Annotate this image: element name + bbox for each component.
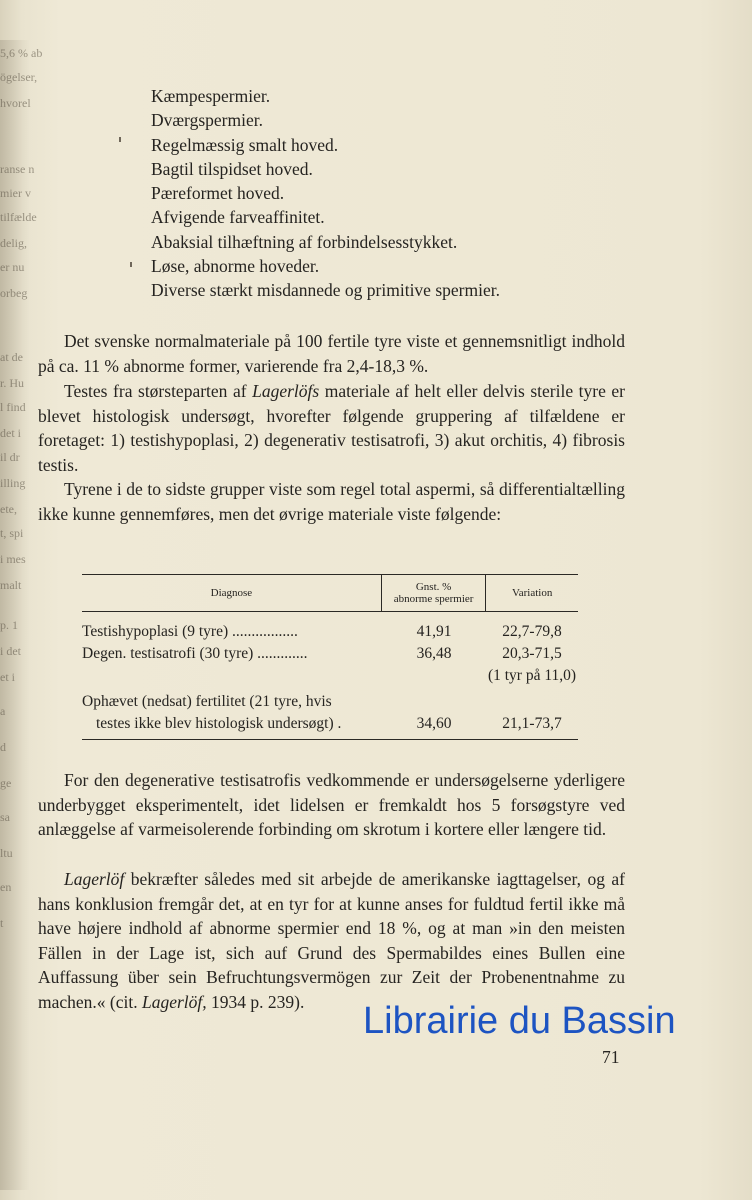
text-span: 1934 p. 239). <box>206 991 305 1012</box>
bleed-text: d <box>0 740 6 754</box>
list-item: Diverse stærkt misdannede og primitive spermier. <box>151 280 500 301</box>
paragraph-experimental: For den degenerative testisatrofis vedkommende er undersøgelserne yderligere underbygget eksperimentelt, idet lidelsen er fremkaldt hos 5 forsøgstyre ved anlæggelse af varmeisolerende forbinding om skrotum i kortere eller længere tid. <box>38 770 625 840</box>
cell-gnst: 41,91 <box>416 623 452 640</box>
bleed-text: et i <box>0 670 15 684</box>
table-row <box>82 665 578 687</box>
cell-variation: 21,1-73,7 <box>502 715 562 732</box>
list-item: Regelmæssig smalt hoved. <box>151 134 339 155</box>
list-item: Pæreformet hoved. <box>151 183 285 204</box>
bleed-text: er nu <box>0 260 25 274</box>
print-speck <box>130 262 132 267</box>
bleed-text: t <box>0 916 4 930</box>
text-span: bekræfter således med sit arbejde de amerikanske iagttagelser, og af hans konklusion fremgår det, at en tyr for at kunne anses for fuldtud fertil ikke må have højere indhold af abnorme spermier end 18 %, og at man »in den meisten Fällen in der Lage ist, sich auf Grund des Spermabildes eines Bullen eine Auffassung über sein Befruchtungsvermögen zur Zeit der Probenentnahme zu machen.« (cit. <box>38 869 625 1012</box>
cell-diagnose: Degen. testisatrofi (30 tyre) ............. <box>82 645 308 662</box>
italic-author: Lagerlöf <box>64 869 125 889</box>
bleed-text: t, spi <box>0 526 24 540</box>
bleed-text: r. Hu <box>0 376 24 390</box>
table-body <box>82 612 578 739</box>
bleed-text: hvorel <box>0 96 31 110</box>
italic-author: Lagerlöf, <box>141 991 207 1012</box>
list-item: Afvigende farveaffinitet. <box>151 207 325 228</box>
bleed-text: il dr <box>0 450 20 464</box>
text-span: Testes fra størsteparten af <box>64 381 253 401</box>
cell-diagnose-line1: Ophævet (nedsat) fertilitet (21 tyre, hvis <box>82 693 332 710</box>
facing-page-bleed <box>0 40 43 1190</box>
cell-diagnose <box>82 691 382 735</box>
bleed-text: det i <box>0 426 21 440</box>
cell-gnst <box>382 665 486 687</box>
cell-diagnose-line2: testes ikke blev histologisk undersøgt) . <box>96 715 342 732</box>
header-variation: Variation <box>512 587 553 599</box>
table-header <box>82 575 578 612</box>
bleed-text: en <box>0 880 12 894</box>
cell-gnst: 34,60 <box>416 715 452 732</box>
italic-author: Lagerlöfs <box>252 381 320 401</box>
bleed-text: i mes <box>0 552 26 566</box>
header-gnst <box>382 575 487 611</box>
list-item: Abaksial tilhæftning af forbindelsesstykket. <box>151 231 458 252</box>
paragraph-normal-material: Det svenske normalmateriale på 100 fertile tyre viste et gennemsnitligt indhold på ca. 11 % abnorme former, varierende fra 2,4-18,3 %. <box>38 331 625 376</box>
table-row <box>82 691 578 735</box>
header-diagnose: Diagnose <box>82 575 382 611</box>
bleed-text: mier v <box>0 186 31 200</box>
bleed-text: i det <box>0 644 21 658</box>
bleed-text: 5,6 % ab <box>0 46 43 60</box>
page-number: 71 <box>602 1047 620 1067</box>
paragraph-aspermi: Tyrene i de to sidste grupper viste som regel total aspermi, så differentialtælling ikke kunne gennemføres, men det øvrige materiale viste følgende: <box>38 479 625 524</box>
bleed-text: ranse n <box>0 162 35 176</box>
cell-variation: (1 tyr på 11,0) <box>487 667 577 684</box>
paragraph-lagerlof <box>38 867 625 1015</box>
list-item: Kæmpespermier. <box>151 86 271 106</box>
list-item: Bagtil tilspidset hoved. <box>151 158 313 179</box>
bleed-text: delig, <box>0 236 27 250</box>
abnormality-list <box>151 84 500 303</box>
bleed-text: at de <box>0 350 23 364</box>
bleed-text: sa <box>0 810 10 824</box>
cell-gnst: 36,48 <box>416 645 452 662</box>
bleed-text: ete, <box>0 502 17 516</box>
seller-watermark: Librairie du Bassin <box>363 1000 676 1042</box>
cell-variation: 22,7-79,8 <box>502 623 562 640</box>
cell-variation: 20,3-71,5 <box>502 645 562 662</box>
header-gnst-line2: abnorme spermier <box>393 593 474 605</box>
bleed-text: a <box>0 704 6 718</box>
header-gnst-line1: Gnst. % <box>415 581 452 593</box>
paragraph-testes-grouping <box>38 379 625 477</box>
bleed-text: ögelser, <box>0 70 38 84</box>
table-row <box>82 643 578 665</box>
bleed-text: illing <box>0 476 26 490</box>
bleed-text: malt <box>0 578 22 592</box>
diagnosis-table <box>82 574 578 740</box>
text-span: materiale af helt eller delvis sterile tyre er blevet histologisk undersøgt, hvorefter følgende gruppering af tilfældene er foretaget: 1) testishypoplasi, 2) degenerativ testisatrofi, 3) akut orchitis, 4) fibrosis testis. <box>38 381 626 475</box>
cell-diagnose <box>82 665 382 687</box>
bleed-text: p. 1 <box>0 618 18 632</box>
bleed-text: l find <box>0 400 26 414</box>
bleed-text: ge <box>0 776 12 790</box>
cell-diagnose: Testishypoplasi (9 tyre) ................. <box>82 623 298 640</box>
bleed-text: ltu <box>0 846 13 860</box>
bleed-text: orbeg <box>0 286 28 300</box>
list-item: Dværgspermier. <box>151 110 263 131</box>
print-speck <box>119 137 121 142</box>
list-item: Løse, abnorme hoveder. <box>151 256 320 277</box>
bleed-text: tilfælde <box>0 210 37 224</box>
table-row <box>82 621 578 643</box>
